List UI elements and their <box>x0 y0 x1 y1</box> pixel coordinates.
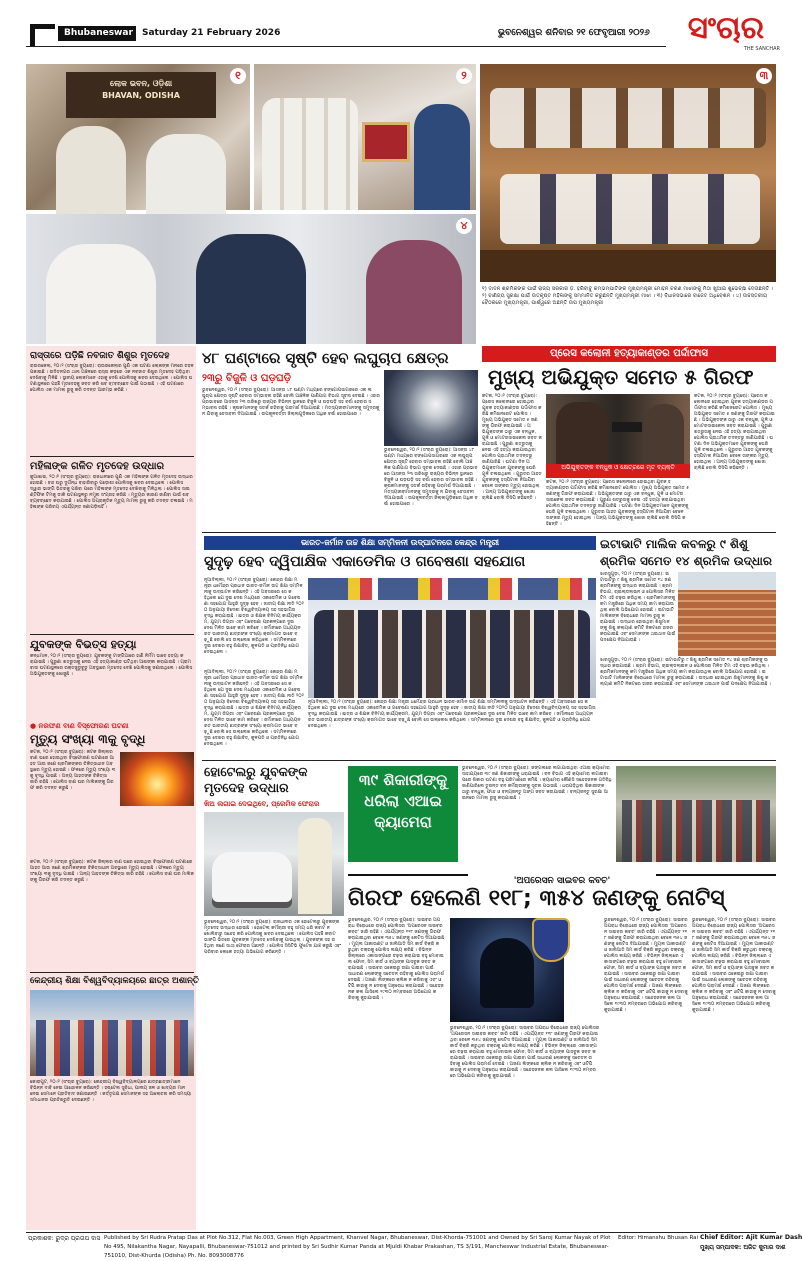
story5-body: କୋରାପୁଟ, ୨୦।୨ (ସଂଚାର ବ୍ୟୁରୋ): କେନ୍ଦ୍ରୀୟ ବିଶ୍ୱବିଦ୍ୟାଳୟରେ ଛାତ୍ରଛାତ୍ରୀମାନେ ବିଭିନ୍ନ ଦାବି ନେଇ ଆନ୍ଦୋଳନ କରିଛନ୍ତି । ହଷ୍ଟେଲ ସୁବିଧା, ପାନୀୟ ଜଳ ଓ ଖାଦ୍ୟର ମାନ ନେଇ ସେମାନେ ପ୍ରତିବାଦ ଜଣାଇଛନ୍ତି । କର୍ତ୍ତୃପକ୍ଷ ସେମାନଙ୍କ ସହ ଆଲୋଚନା କରି ସମସ୍ୟା ସମାଧାନର ପ୍ରତିଶ୍ରୁତି ଦେଇଛନ୍ତି । <box>30 1080 192 1103</box>
murder-body-right: କଟକ, ୨୦।୨ (ସଂଚାର ବ୍ୟୁରୋ): ପ୍ରେସ କଲୋନୀରେ ହୋଇଥିବା ଯୁବକ ହତ୍ୟାକାଣ୍ଡର ପର୍ଦ୍ଦାଫାସ କରିଛି କମିଶନରେଟ ପୋଲିସ । ମୁଖ୍ୟ ଅଭିଯୁକ୍ତ ସମେତ ୫ ଜଣଙ୍କୁ ଗିରଫ କରାଯାଇଛି । ଅଭିଯୁକ୍ତଙ୍କ ଠାରୁ ଏକ ବନ୍ଧୁକ, ଗୁଳି ଓ ମୋଟରସାଇକେଲ ଜବତ କରାଯାଇଛି । ପୁରୁଣା ଶତ୍ରୁତାକୁ ନେଇ ଏହି ହତ୍ୟା କରାଯାଇଥିବା ପୋଲିସ ପ୍ରାଥମିକ ତଦନ୍ତରୁ ଜାଣିପାରିଛି । ଘଟଣା ଦିନ ଅଭିଯୁକ୍ତମାନେ ଯୁବକଙ୍କୁ ଘେରି ଗୁଳି ଚଳାଇଥିଲେ । ଗୁରୁତର ଆହତ ଯୁବକଙ୍କୁ ହସ୍ପିଟାଲ ନିଆଯିବା ବେଳେ ତାଙ୍କର ମୃତ୍ୟୁ ହୋଇଥିଲା । ଅନ୍ୟ ଅଭିଯୁକ୍ତଙ୍କୁ ଖୋଜା ଚାଲିଛି ବୋଲି ଡିସିପି କହିଛନ୍ତି । <box>694 394 775 471</box>
photo-3-number: ୩ <box>756 68 772 84</box>
story2-headline: ମହିଳାଙ୍କ ଗଳିତ ମୃତଦେହ ଉଦ୍ଧାର <box>30 461 165 472</box>
masthead-sub: THE SANCHAR <box>743 46 780 52</box>
labour-photo-sky <box>678 572 776 590</box>
photo-4-number: ୪ <box>456 218 472 234</box>
cyclone-subhead: ୨୩ରୁ ବିଜୁଳି ଓ ଘଡ଼ଘଡ଼ି <box>202 373 292 384</box>
story5-photo-crowd <box>36 1020 188 1076</box>
education-photo <box>308 578 596 698</box>
photo-1 <box>26 64 250 210</box>
poachers-box-text: ୩୯ ଶିକାରୀଙ୍କୁ ଧରିଲା ଏଆଇ କ୍ୟାମେରା <box>358 771 448 831</box>
cyber-kicker-left-line <box>348 874 468 876</box>
hotel-photo-car <box>212 852 292 902</box>
murder-kicker: ପ୍ରେସ କଲୋନୀ ହତ୍ୟାକାଣ୍ଡର ପର୍ଦ୍ଦାଫାସ <box>550 348 708 359</box>
story4-kicker: ● ନରଫଣ ବାଣ ବିସ୍ଫୋରଣ ଘଟଣା <box>30 722 129 730</box>
labour-body: ଝାରସୁଗୁଡ଼ା, ୨୦।୨ (ସଂଚାର ବ୍ୟୁରୋ): ଇଟାଭାଟିରୁ ୯ ଶିଶୁ ଶ୍ରମିକ ସମେତ ୧୪ ଜଣ ଶ୍ରମିକଙ୍କୁ ଉଦ୍ଧାର କରାଯାଇଛି । ଶ୍ରମ ବିଭାଗ, ଚାଇଲ୍ଡଲାଇନ ଓ ପୋଲିସର ମିଳିତ ଟିମ ଏହି ଚଢ଼ଉ କରିଥିଲା । ଶ୍ରମିକମାନଙ୍କୁ କମ ମଜୁରିରେ ଅଧିକ ସମୟ କାମ କରାଯାଉଥିଲା ବୋଲି ଅଭିଯୋଗ ହୋଇଛି । ଇଟାଭାଟି ମାଲିକଙ୍କ ବିରୋଧରେ ମାମଲା ରୁଜୁ କରାଯାଇଛି । ଉଦ୍ଧାର ହୋଇଥିବା ଶିଶୁମାନଙ୍କୁ ଶିଶୁ କଲ୍ୟାଣ କମିଟି ନିକଟରେ ହାଜର କରାଯାଇଛି ଏବଂ ସେମାନଙ୍କ ଥଇଥାନ ପାଇଁ ପଦକ୍ଷେପ ନିଆଯାଉଛି । <box>600 658 771 687</box>
labour-body-left: ଝାରସୁଗୁଡ଼ା, ୨୦।୨ (ସଂଚାର ବ୍ୟୁରୋ): ଇଟାଭାଟିରୁ ୯ ଶିଶୁ ଶ୍ରମିକ ସମେତ ୧୪ ଜଣ ଶ୍ରମିକଙ୍କୁ ଉଦ୍ଧାର କରାଯାଇଛି । ଶ୍ରମ ବିଭାଗ, ଚାଇଲ୍ଡଲାଇନ ଓ ପୋଲିସର ମିଳିତ ଟିମ ଏହି ଚଢ଼ଉ କରିଥିଲା । ଶ୍ରମିକମାନଙ୍କୁ କମ ମଜୁରିରେ ଅଧିକ ସମୟ କାମ କରାଯାଉଥିଲା ବୋଲି ଅଭିଯୋଗ ହୋଇଛି । ଇଟାଭାଟି ମାଲିକଙ୍କ ବିରୋଧରେ ମାମଲା ରୁଜୁ କରାଯାଇଛି । ଉଦ୍ଧାର ହୋଇଥିବା ଶିଶୁମାନଙ୍କୁ ଶିଶୁ କଲ୍ୟାଣ କମିଟି ନିକଟରେ ହାଜର କରାଯାଇଛି ଏବଂ ସେମାନଙ୍କ ଥଇଥାନ ପାଇଁ ପଦକ୍ଷେପ ନିଆଯାଉଛି । <box>600 572 676 643</box>
photo-2-frame <box>362 122 410 162</box>
cyclone-satellite-photo <box>384 370 478 446</box>
murder-photo-caption-box <box>546 464 690 478</box>
footer-odia-editor: ମୁଖ୍ୟ ସମ୍ପାଦକ: ଅଜିତ କୁମାର ଦାଶ <box>700 1244 786 1251</box>
photo-2 <box>254 64 476 210</box>
story5-photo-protest <box>30 990 194 1076</box>
col1-rule-3 <box>30 972 194 973</box>
photo-2-number: ୨ <box>456 68 472 84</box>
hotel-photo-man <box>298 818 332 914</box>
photo-2-woman <box>414 104 470 210</box>
education-body-under-photo: ନୂଆଦିଲ୍ଲୀ, ୨୦।୨ (ସଂଚାର ବ୍ୟୁରୋ): କେନ୍ଦ୍ର ଶିକ୍ଷା ମନ୍ତ୍ରୀ ଧର୍ମେନ୍ଦ୍ର ପ୍ରଧାନ ଭାରତ-ଜର୍ମାନ ଉଚ୍ଚ ଶିକ୍ଷା ସମ୍ମିଳନୀକୁ ଉଦ୍‌ଘାଟନ କରିଛନ୍ତି । ଏହି ଅବସରରେ ସେ କହିଥିଲେ ଯେ ଦୁଇ ଦେଶ ମଧ୍ୟରେ ଏକାଡେମିକ ଓ ଗବେଷଣା ସହଯୋଗ ଆହୁରି ସୁଦୃଢ଼ ହେବ । ଜାତୀୟ ଶିକ୍ଷା ନୀତି ୨୦୨୦ ଅନୁଯାୟୀ ବିଦେଶୀ ବିଶ୍ୱବିଦ୍ୟାଳୟ ସହ ସହଭାଗିତା ବୃଦ୍ଧି କରାଯାଉଛି । ଛାତ୍ର ଓ ଶିକ୍ଷକ ବିନିମୟ କାର୍ଯ୍ୟକ୍ରମ, ଯୁଗ୍ମ ଡିଗ୍ରୀ ଏବଂ ଗବେଷଣା ପ୍ରକଳ୍ପରେ ଦୁଇ ଦେଶ ମିଳିତ ଭାବେ କାମ କରିବେ । ଜର୍ମାନୀରେ ଅଧ୍ୟୟନରତ ଭାରତୀୟ ଛାତ୍ରଙ୍କ ସଂଖ୍ୟା କ୍ରମାଗତ ଭାବେ ବଢ଼ୁଛି ବୋଲି ସେ ଉଲ୍ଲେଖ କରିଥିଲେ । ସମ୍ମିଳନୀରେ ଦୁଇ ଦେଶର ବହୁ ଶିକ୍ଷାବିତ୍, କୁଳପତି ଓ ପ୍ରତିନିଧି ଯୋଗ ଦେଇଥିଲେ । <box>308 700 596 729</box>
hotel-body: ଭୁବନେଶ୍ୱର, ୨୦।୨ (ସଂଚାର ବ୍ୟୁରୋ): ରାଜଧାନୀର ଏକ ହୋଟେଲରୁ ଯୁବକଙ୍କ ମୃତଦେହ ଉଦ୍ଧାର ହୋଇଛି । ହୋଟେଲ କର୍ମଚାରୀ ବହୁ ସମୟ ଧରି କବାଟ ନ ଖୋଲିବାରୁ ସନ୍ଦେହ କରି ପୋଲିସକୁ ଖବର ଦେଇଥିଲେ । ପୋଲିସ ପହଞ୍ଚି କବାଟ ଭାଙ୍ଗି ଭିତରେ ଯୁବକଙ୍କ ମୃତଦେହ ଦେଖିବାକୁ ପାଇଥିଲା । ଯୁବକଙ୍କ ସହ ରହିଥିବା ଜଣେ ସାଥୀ ଫେରାର ଅଛନ୍ତି । ପୋଲିସ ସିସିଟିଭି ଫୁଟେଜ ଯାଞ୍ଚ କରୁଛି ଏବଂ ପରିବାର ଲୋକେ ହତ୍ୟା ଅଭିଯୋଗ କରିଛନ୍ତି । <box>204 920 342 955</box>
education-body-bottom: ନୂଆଦିଲ୍ଲୀ, ୨୦।୨ (ସଂଚାର ବ୍ୟୁରୋ): କେନ୍ଦ୍ର ଶିକ୍ଷା ମନ୍ତ୍ରୀ ଧର୍ମେନ୍ଦ୍ର ପ୍ରଧାନ ଭାରତ-ଜର୍ମାନ ଉଚ୍ଚ ଶିକ୍ଷା ସମ୍ମିଳନୀକୁ ଉଦ୍‌ଘାଟନ କରିଛନ୍ତି । ଏହି ଅବସରରେ ସେ କହିଥିଲେ ଯେ ଦୁଇ ଦେଶ ମଧ୍ୟରେ ଏକାଡେମିକ ଓ ଗବେଷଣା ସହଯୋଗ ଆହୁରି ସୁଦୃଢ଼ ହେବ । ଜାତୀୟ ଶିକ୍ଷା ନୀତି ୨୦୨୦ ଅନୁଯାୟୀ ବିଦେଶୀ ବିଶ୍ୱବିଦ୍ୟାଳୟ ସହ ସହଭାଗିତା ବୃଦ୍ଧି କରାଯାଉଛି । ଛାତ୍ର ଓ ଶିକ୍ଷକ ବିନିମୟ କାର୍ଯ୍ୟକ୍ରମ, ଯୁଗ୍ମ ଡିଗ୍ରୀ ଏବଂ ଗବେଷଣା ପ୍ରକଳ୍ପରେ ଦୁଇ ଦେଶ ମିଳିତ ଭାବେ କାମ କରିବେ । ଜର୍ମାନୀରେ ଅଧ୍ୟୟନରତ ଭାରତୀୟ ଛାତ୍ରଙ୍କ ସଂଖ୍ୟା କ୍ରମାଗତ ଭାବେ ବଢ଼ୁଛି ବୋଲି ସେ ଉଲ୍ଲେଖ କରିଥିଲେ । ସମ୍ମିଳନୀରେ ଦୁଇ ଦେଶର ବହୁ ଶିକ୍ଷାବିତ୍, କୁଳପତି ଓ ପ୍ରତିନିଧି ଯୋଗ ଦେଇଥିଲେ । <box>204 670 304 747</box>
education-kicker-bar <box>204 536 596 550</box>
header-date: Saturday 21 February 2026 <box>142 28 281 38</box>
photo-1-number: ୧ <box>230 68 246 84</box>
education-photo-people <box>314 610 590 698</box>
masthead <box>672 10 780 54</box>
murder-photo-victim <box>644 404 684 466</box>
footer-odia-pub: ପ୍ରକାଶକ: ରୁଦ୍ର ପ୍ରତାପ ଦାସ <box>28 1235 101 1242</box>
police-emblem-icon <box>532 918 570 962</box>
photo-4-right-woman <box>366 240 462 344</box>
photo-2-group <box>262 98 358 210</box>
labour-headline-1: ଇଟାଭାଟି ମାଲିକ କବଳରୁ ୯ ଶିଶୁ <box>600 537 748 551</box>
story4-body: କଟକ, ୨୦।୨ (ସଂଚାର ବ୍ୟୁରୋ): କଟକ ଜିଲ୍ଲାର ବାଣ ଘରେ ହୋଇଥିବା ବିସ୍ଫୋରଣ ଘଟଣାରେ ଆହତ ଆଉ ଜଣେ ଶ୍ରମିକଙ୍କର ଚିକିତ୍ସାଧୀନ ଅବସ୍ଥାରେ ମୃତ୍ୟୁ ହୋଇଛି । ଫଳରେ ମୃତ୍ୟୁ ସଂଖ୍ୟା ୩କୁ ବୃଦ୍ଧି ପାଇଛି । ଅନ୍ୟ ଆହତଙ୍କ ଚିକିତ୍ସା ଜାରି ରହିଛି । ପୋଲିସ ବାଣ ଘର ମାଲିକଙ୍କୁ ଗିରଫ କରି ତଦନ୍ତ କରୁଛି । <box>30 750 116 791</box>
cyber-body-left: ଭୁବନେଶ୍ୱର, ୨୦।୨ (ସଂଚାର ବ୍ୟୁରୋ): ସାଇବର ଅପରାଧ ବିରୋଧରେ ରାଜ୍ୟ ପୋଲିସର 'ଅପରେସନ ସାଇବର କବଚ' ଜାରି ରହିଛି । ଏପର୍ଯ୍ୟନ୍ତ ୧୧୮ ଜଣଙ୍କୁ ଗିରଫ କରାଯାଇଥିବା ବେଳେ ୩୫୪ ଜଣଙ୍କୁ ନୋଟିସ ଦିଆଯାଇଛି । ମ୍ୟୁଲ ଆକାଉଣ୍ଟ ଓ ଜାଲିଆତି ସିମ କାର୍ଡ ବିକ୍ରି କରୁଥିବା ଚକ୍ରକୁ ପୋଲିସ ଲକ୍ଷ୍ୟ କରିଛି । ବିଭିନ୍ନ ଜିଲ୍ଲାରେ ଏକାସାଙ୍ଗରେ ଚଢ଼ଉ କରାଯାଇ ବହୁ ମୋବାଇଲ ଫୋନ, ସିମ କାର୍ଡ ଓ ବ୍ୟାଙ୍କ ପାସବୁକ ଜବତ କରାଯାଇଛି । ସାଇବର ଠକେଇରୁ ରକ୍ଷା ପାଇବା ପାଇଁ ସାଧାରଣ ଲୋକଙ୍କୁ ସଚେତନ ରହିବାକୁ ପୋଲିସ ପରାମର୍ଶ ଦେଇଛି । ଅଜଣା ଲିଙ୍କରେ କ୍ଲିକ ନ କରିବାକୁ ଏବଂ ଓଟିପି କାହାକୁ ନ ଦେବାକୁ ଅନୁରୋଧ କରାଯାଇଛି । ସନ୍ଦେହଜନକ କଲ ଆସିଲେ ୧୯୩୦ ନମ୍ବରରେ ଅଭିଯୋଗ କରିବାକୁ କୁହାଯାଇଛି । <box>348 918 445 1001</box>
hotel-headline: ହୋଟେଲରୁ ଯୁବକଙ୍କ ମୃତଦେହ ଉଦ୍ଧାର <box>204 764 308 795</box>
cyber-body-right: ଭୁବନେଶ୍ୱର, ୨୦।୨ (ସଂଚାର ବ୍ୟୁରୋ): ସାଇବର ଅପରାଧ ବିରୋଧରେ ରାଜ୍ୟ ପୋଲିସର 'ଅପରେସନ ସାଇବର କବଚ' ଜାରି ରହିଛି । ଏପର୍ଯ୍ୟନ୍ତ ୧୧୮ ଜଣଙ୍କୁ ଗିରଫ କରାଯାଇଥିବା ବେଳେ ୩୫୪ ଜଣଙ୍କୁ ନୋଟିସ ଦିଆଯାଇଛି । ମ୍ୟୁଲ ଆକାଉଣ୍ଟ ଓ ଜାଲିଆତି ସିମ କାର୍ଡ ବିକ୍ରି କରୁଥିବା ଚକ୍ରକୁ ପୋଲିସ ଲକ୍ଷ୍ୟ କରିଛି । ବିଭିନ୍ନ ଜିଲ୍ଲାରେ ଏକାସାଙ୍ଗରେ ଚଢ଼ଉ କରାଯାଇ ବହୁ ମୋବାଇଲ ଫୋନ, ସିମ କାର୍ଡ ଓ ବ୍ୟାଙ୍କ ପାସବୁକ ଜବତ କରାଯାଇଛି । ସାଇବର ଠକେଇରୁ ରକ୍ଷା ପାଇବା ପାଇଁ ସାଧାରଣ ଲୋକଙ୍କୁ ସଚେତନ ରହିବାକୁ ପୋଲିସ ପରାମର୍ଶ ଦେଇଛି । ଅଜଣା ଲିଙ୍କରେ କ୍ଲିକ ନ କରିବାକୁ ଏବଂ ଓଟିପି କାହାକୁ ନ ଦେବାକୁ ଅନୁରୋଧ କରାଯାଇଛି । ସନ୍ଦେହଜନକ କଲ ଆସିଲେ ୧୯୩୦ ନମ୍ବରରେ ଅଭିଯୋଗ କରିବାକୁ କୁହାଯାଇଛି । <box>604 918 688 1013</box>
photo-4-left-man <box>46 244 156 344</box>
photo-3 <box>480 64 776 282</box>
masthead-title: ସଂଚାର <box>687 10 765 46</box>
cyber-kicker-right-line <box>656 874 776 876</box>
education-headline: ସୁଦୃଢ଼ ହେବ ଦ୍ୱିପାକ୍ଷିକ ଏକାଡେମିକ ଓ ଗବେଷଣା ସହଯୋଗ <box>204 554 526 570</box>
story1-headline: ରାସ୍ତାରେ ପଡ଼ିଛି ନବଜାତ ଶିଶୁର ମୃତଦେହ <box>30 351 170 361</box>
story2-body: କୁଆଖାଇ, ୨୦।୨ (ସଂଚାର ବ୍ୟୁରୋ): ରାଜଧାନୀରେ ପୁଣି ଏକ ମହିଳାଙ୍କ ଗଳିତ ମୃତଦେହ ଉଦ୍ଧାର ହୋଇଛି । ବନ୍ଦ ଘରୁ ଦୁର୍ଗନ୍ଧ ବାହାରିବାରୁ ପଡ଼ୋଶୀ ପୋଲିସକୁ ଖବର ଦେଇଥିଲେ । ପୋଲିସ ଦ୍ୱାର ଭାଙ୍ଗି ଭିତରକୁ ପଶିବା ପରେ ମହିଳାଙ୍କ ମୃତଦେହ ଦେଖିବାକୁ ମିଳିଥିଲା । ପୋଲିସ ସାଇଣ୍ଟିଫିକ ଟିମକୁ ଡାକି ଘଟଣାସ୍ଥଳରୁ ନମୁନା ସଂଗ୍ରହ କରିଛି । ମୃତ୍ୟୁର କାରଣ ଜାଣିବା ପାଇଁ ଶବ ବ୍ୟବଚ୍ଛେଦ କରାଯାଇଛି । ପୋଲିସ ଅପ୍ରାକୃତିକ ମୃତ୍ୟୁ ମାମଲା ରୁଜୁ କରି ତଦନ୍ତ ଚଳାଇଛି । ମହିଳାଙ୍କ ପରିଚୟ ଏପର୍ଯ୍ୟନ୍ତ ଜଣାପଡ଼ିନାହିଁ । <box>30 475 193 510</box>
cyber-kicker: 'ଅପରେସନ ସାଇବର କବଚ' <box>508 876 617 886</box>
photo-1-banner-text: ଲୋକ ଭବନ, ଓଡ଼ିଶା <box>109 79 173 88</box>
murder-body-left: କଟକ, ୨୦।୨ (ସଂଚାର ବ୍ୟୁରୋ): ପ୍ରେସ କଲୋନୀରେ ହୋଇଥିବା ଯୁବକ ହତ୍ୟାକାଣ୍ଡର ପର୍ଦ୍ଦାଫାସ କରିଛି କମିଶନରେଟ ପୋଲିସ । ମୁଖ୍ୟ ଅଭିଯୁକ୍ତ ସମେତ ୫ ଜଣଙ୍କୁ ଗିରଫ କରାଯାଇଛି । ଅଭିଯୁକ୍ତଙ୍କ ଠାରୁ ଏକ ବନ୍ଧୁକ, ଗୁଳି ଓ ମୋଟରସାଇକେଲ ଜବତ କରାଯାଇଛି । ପୁରୁଣା ଶତ୍ରୁତାକୁ ନେଇ ଏହି ହତ୍ୟା କରାଯାଇଥିବା ପୋଲିସ ପ୍ରାଥମିକ ତଦନ୍ତରୁ ଜାଣିପାରିଛି । ଘଟଣା ଦିନ ଅଭିଯୁକ୍ତମାନେ ଯୁବକଙ୍କୁ ଘେରି ଗୁଳି ଚଳାଇଥିଲେ । ଗୁରୁତର ଆହତ ଯୁବକଙ୍କୁ ହସ୍ପିଟାଲ ନିଆଯିବା ବେଳେ ତାଙ୍କର ମୃତ୍ୟୁ ହୋଇଥିଲା । ଅନ୍ୟ ଅଭିଯୁକ୍ତଙ୍କୁ ଖୋଜା ଚାଲିଛି ବୋଲି ଡିସିପି କହିଛନ୍ତି । <box>482 394 542 501</box>
murder-body-under: କଟକ, ୨୦।୨ (ସଂଚାର ବ୍ୟୁରୋ): ପ୍ରେସ କଲୋନୀରେ ହୋଇଥିବା ଯୁବକ ହତ୍ୟାକାଣ୍ଡର ପର୍ଦ୍ଦାଫାସ କରିଛି କମିଶନରେଟ ପୋଲିସ । ମୁଖ୍ୟ ଅଭିଯୁକ୍ତ ସମେତ ୫ ଜଣଙ୍କୁ ଗିରଫ କରାଯାଇଛି । ଅଭିଯୁକ୍ତଙ୍କ ଠାରୁ ଏକ ବନ୍ଧୁକ, ଗୁଳି ଓ ମୋଟରସାଇକେଲ ଜବତ କରାଯାଇଛି । ପୁରୁଣା ଶତ୍ରୁତାକୁ ନେଇ ଏହି ହତ୍ୟା କରାଯାଇଥିବା ପୋଲିସ ପ୍ରାଥମିକ ତଦନ୍ତରୁ ଜାଣିପାରିଛି । ଘଟଣା ଦିନ ଅଭିଯୁକ୍ତମାନେ ଯୁବକଙ୍କୁ ଘେରି ଗୁଳି ଚଳାଇଥିଲେ । ଗୁରୁତର ଆହତ ଯୁବକଙ୍କୁ ହସ୍ପିଟାଲ ନିଆଯିବା ବେଳେ ତାଙ୍କର ମୃତ୍ୟୁ ହୋଇଥିଲା । ଅନ୍ୟ ଅଭିଯୁକ୍ତଙ୍କୁ ଖୋଜା ଚାଲିଛି ବୋଲି ଡିସିପି କହିଛନ୍ତି । <box>546 480 690 527</box>
labour-headline-2: ଶ୍ରମିକ ସମେତ ୧୪ ଶ୍ରମିକ ଉଦ୍ଧାର <box>600 554 772 568</box>
murder-photo <box>546 394 690 478</box>
poachers-photo-group <box>622 800 770 862</box>
labour-photo-bricks <box>678 572 776 656</box>
footer-chief-editor: Chief Editor: Ajit Kumar Dash <box>700 1234 802 1241</box>
page-corner-mark <box>30 24 55 47</box>
hotel-photo <box>204 812 344 916</box>
cyber-photo-hood <box>480 938 534 1008</box>
header-odia-dateline: ଭୁବନେଶ୍ୱର ଶନିବାର ୨୧ ଫେବୃଆରୀ ୨୦୨୬ <box>498 28 650 38</box>
photo-1-banner <box>66 72 216 118</box>
hotel-subhead: ଖିଅ ଲଗାଇ ଦେଇଥିବେ, ପ୍ରେମିକ ଫେରାର <box>204 800 320 808</box>
header-city: Bhubaneswar <box>58 26 136 41</box>
cyclone-headline: ୪୮ ଘଣ୍ଟାରେ ସୃଷ୍ଟି ହେବ ଲଘୁଚାପ କ୍ଷେତ୍ର <box>202 349 449 367</box>
col1-rule-2 <box>30 634 194 635</box>
murder-kicker-bar <box>482 346 776 362</box>
murder-photo-gun <box>612 422 642 432</box>
cyber-kicker-wrap <box>348 868 776 886</box>
photo-1-banner-text2: BHAVAN, ODISHA <box>102 91 180 100</box>
poachers-box <box>348 766 458 862</box>
footer-editor: Editor: Himanshu Bhusan Rai <box>618 1235 699 1241</box>
education-photo-banner <box>308 578 596 600</box>
cyber-headline: ଗିରଫ ହେଲେଣି ୧୧୮; ୩୫୪ ଜଣଙ୍କୁ ନୋଟିସ୍ <box>348 886 725 911</box>
story5-headline: କେନ୍ଦ୍ରୀୟ ଶିକ୍ଷା ବିଶ୍ୱବିଦ୍ୟାଳୟରେ ଛାତ୍ର ଅଶାନ୍ତି <box>30 976 199 986</box>
murder-photo-accused <box>556 402 608 466</box>
poachers-body: ଭୁବନେଶ୍ୱର, ୨୦।୨ (ସଂଚାର ବ୍ୟୁରୋ): ଜଙ୍ଗଲରେ ଲଗାଯାଇଥିବା ଏଆଇ କ୍ୟାମେରା ସାହାଯ୍ୟରେ ୩୯ ଜଣ ଶିକାରୀଙ୍କୁ ଧରାଯାଇଛି । ବନ ବିଭାଗ ଏହି କ୍ୟାମେରା ଲଗାଇବା ପରେ ଶିକାର ଘଟଣା ବହୁ ପରିମାଣରେ କମିଛି । କ୍ୟାମେରା କୌଣସି ସନ୍ଦେହଜନକ ଗତିବିଧି ଜାଣିପାରିଲେ ତୁରନ୍ତ ବନ କର୍ମଚାରୀଙ୍କୁ ସୂଚନା ପଠାଉଛି । ଧରାପଡ଼ିଥିବା ଶିକାରୀଙ୍କ ଠାରୁ ବନ୍ଧୁକ, ଫାନ୍ଦ ଓ ବନ୍ୟଜନ୍ତୁ ଅଙ୍ଗ ଜବତ କରାଯାଇଛି । ବନ୍ୟଜନ୍ତୁ ସୁରକ୍ଷା ଆଇନରେ ମାମଲା ରୁଜୁ କରାଯାଇଛି । <box>462 766 612 801</box>
photo-4-center-man <box>196 234 306 344</box>
cyclone-body: ଭୁବନେଶ୍ୱର, ୨୦।୨ (ସଂଚାର ବ୍ୟୁରୋ): ଆସନ୍ତା ୪୮ ଘଣ୍ଟା ମଧ୍ୟରେ ବଙ୍ଗୋପସାଗରରେ ଏକ ଲଘୁଚାପ କ୍ଷେତ୍ର ସୃଷ୍ଟି ହେବାର ସମ୍ଭାବନା ରହିଛି ବୋଲି ଆଞ୍ଚଳିକ ପାଣିପାଗ ବିଭାଗ ସୂଚନା ଦେଇଛି । ଏହାର ପ୍ରଭାବରେ ଆସନ୍ତା ୨୩ ତାରିଖରୁ ରାଜ୍ୟର ବିଭିନ୍ନ ସ୍ଥାନରେ ବିଜୁଳି ଓ ଘଡ଼ଘଡ଼ି ସହ ବର୍ଷା ହେବାର ସମ୍ଭାବନା ରହିଛି । କୃଷକମାନଙ୍କୁ ସତର୍କ ରହିବାକୁ ପରାମର୍ଶ ଦିଆଯାଇଛି । ମତ୍ସ୍ୟଜୀବୀମାନଙ୍କୁ ସମୁଦ୍ରକୁ ନ ଯିବାକୁ ଚେତାବନୀ ଦିଆଯାଇଛି । ଉପକୂଳବର୍ତ୍ତୀ ଜିଲ୍ଲାଗୁଡ଼ିକରେ ଅଧିକ ବର୍ଷା ହୋଇପାରେ । <box>202 388 380 417</box>
education-top-rule <box>202 532 776 533</box>
top-photos-caption: ୧) ଦାଦନ ଶ୍ରମିକଙ୍କ ପାଇଁ ରାଜ୍ୟ ସରକାର ଡ଼. ହରିବାବୁ କମ୍ଭମ୍ପାତିଙ୍କ ମୁଖ୍ୟମନ୍ତ୍ରୀ ମୋହନ ଚରଣ ମାଝୀଙ୍କୁ ମିଠା ଖୁଆଇ ଶୁଭେଚ୍ଛା ଦେଉଛନ୍ତି । ୨) ବାଣିଜ୍ୟ ସୁରକ୍ଷା ପାଇଁ ଉତ୍କୃଷ୍ଟ ମହିଳାଙ୍କୁ ସମ୍ମାନିତ କରୁଛନ୍ତି ମୁଖ୍ୟମନ୍ତ୍ରୀ ମାଝୀ । ୩) ବିଧାନସଭାରେ ବାଜେଟ ଅଧିବେଶନ । ୪) ଉଚ୍ଚସ୍ତରୀୟ ବୈଠକରେ ମୁଖ୍ୟମନ୍ତ୍ରୀ, ପାର୍ଶ୍ୱରେ ଅଛନ୍ତି ଉପ ମୁଖ୍ୟମନ୍ତ୍ରୀ <box>482 286 774 306</box>
photo-3-members-row2 <box>500 174 760 244</box>
hotel-top-rule <box>202 760 776 761</box>
story4-photo-fire <box>120 752 194 806</box>
story4-headline: ମୃତ୍ୟୁ ସଂଖ୍ୟା ୩କୁ ବୃଦ୍ଧି <box>30 732 146 746</box>
photo-3-members-row1 <box>490 88 766 148</box>
story4-body-cont: କଟକ, ୨୦।୨ (ସଂଚାର ବ୍ୟୁରୋ): କଟକ ଜିଲ୍ଲାର ବାଣ ଘରେ ହୋଇଥିବା ବିସ୍ଫୋରଣ ଘଟଣାରେ ଆହତ ଆଉ ଜଣେ ଶ୍ରମିକଙ୍କର ଚିକିତ୍ସାଧୀନ ଅବସ୍ଥାରେ ମୃତ୍ୟୁ ହୋଇଛି । ଫଳରେ ମୃତ୍ୟୁ ସଂଖ୍ୟା ୩କୁ ବୃଦ୍ଧି ପାଇଛି । ଅନ୍ୟ ଆହତଙ୍କ ଚିକିତ୍ସା ଜାରି ରହିଛି । ପୋଲିସ ବାଣ ଘର ମାଲିକଙ୍କୁ ଗିରଫ କରି ତଦନ୍ତ କରୁଛି । <box>30 860 194 883</box>
header-bar <box>0 0 800 60</box>
header-rule <box>26 46 666 47</box>
story3-body: କନ୍ଧମାଳ, ୨୦।୨ (ସଂଚାର ବ୍ୟୁରୋ): ଯୁବକଙ୍କୁ ଟାଙ୍ଗିଆରେ ହାଣି ନିର୍ମମ ଭାବେ ହତ୍ୟା କରାଯାଇଛି । ପୁରୁଣା ଶତ୍ରୁତାକୁ ନେଇ ଏହି ହତ୍ୟାକାଣ୍ଡ ଘଟିଥିବା ଆଶଙ୍କା କରାଯାଉଛି । ଗ୍ରାମବାସୀ ଘଟଣାସ୍ଥଳରେ ରକ୍ତଜୁଡୁବୁଡୁ ଅବସ୍ଥାରେ ମୃତଦେହ ଦେଖି ପୋଲିସକୁ ଜଣାଇଥିଲେ । ପୋଲିସ ଅଭିଯୁକ୍ତଙ୍କୁ ଖୋଜୁଛି । <box>30 654 193 677</box>
story3-headline: ଯୁବକଙ୍କ ବିଭତ୍ସ ହତ୍ୟା <box>30 638 137 651</box>
footer-publisher: Published by Sri Rudra Pratap Das at Plot No.312, Flat No.003, Green High Appartment, Khanvel Nagar, Bhubaneswar, Dist-Khorda-751001 and Owned by Sri Saroj Kumar Nayak of Plot No 495, Nilakantha Nagar, Nayapalli, Bhubaneswar-751012 and printed by Sri Sudhir Kumar Panda at Mjuldi Khabar Prakashan, TS 3/191, Mancheswar Industrial Estate, Bhubaneswar-751010, Dist-Khurda (Odisha) Ph. No. 8093008776 <box>104 1235 611 1259</box>
footer-rule <box>26 1232 776 1233</box>
murder-photo-caption: ଅଭିଯୁକ୍ତଙ୍କ ବନ୍ଧୁକ ଓ କ୍ଷେତ୍ରରେ ମୃତ ବ୍ୟକ୍ତି <box>561 464 675 471</box>
education-body-left: ନୂଆଦିଲ୍ଲୀ, ୨୦।୨ (ସଂଚାର ବ୍ୟୁରୋ): କେନ୍ଦ୍ର ଶିକ୍ଷା ମନ୍ତ୍ରୀ ଧର୍ମେନ୍ଦ୍ର ପ୍ରଧାନ ଭାରତ-ଜର୍ମାନ ଉଚ୍ଚ ଶିକ୍ଷା ସମ୍ମିଳନୀକୁ ଉଦ୍‌ଘାଟନ କରିଛନ୍ତି । ଏହି ଅବସରରେ ସେ କହିଥିଲେ ଯେ ଦୁଇ ଦେଶ ମଧ୍ୟରେ ଏକାଡେମିକ ଓ ଗବେଷଣା ସହଯୋଗ ଆହୁରି ସୁଦୃଢ଼ ହେବ । ଜାତୀୟ ଶିକ୍ଷା ନୀତି ୨୦୨୦ ଅନୁଯାୟୀ ବିଦେଶୀ ବିଶ୍ୱବିଦ୍ୟାଳୟ ସହ ସହଭାଗିତା ବୃଦ୍ଧି କରାଯାଉଛି । ଛାତ୍ର ଓ ଶିକ୍ଷକ ବିନିମୟ କାର୍ଯ୍ୟକ୍ରମ, ଯୁଗ୍ମ ଡିଗ୍ରୀ ଏବଂ ଗବେଷଣା ପ୍ରକଳ୍ପରେ ଦୁଇ ଦେଶ ମିଳିତ ଭାବେ କାମ କରିବେ । ଜର୍ମାନୀରେ ଅଧ୍ୟୟନରତ ଭାରତୀୟ ଛାତ୍ରଙ୍କ ସଂଖ୍ୟା କ୍ରମାଗତ ଭାବେ ବଢ଼ୁଛି ବୋଲି ସେ ଉଲ୍ଲେଖ କରିଥିଲେ । ସମ୍ମିଳନୀରେ ଦୁଇ ଦେଶର ବହୁ ଶିକ୍ଷାବିତ୍, କୁଳପତି ଓ ପ୍ରତିନିଧି ଯୋଗ ଦେଇଥିଲେ । <box>204 578 304 655</box>
education-kicker: ଭାରତ-ଜର୍ମାନ ଉଚ୍ଚ ଶିକ୍ଷା ସମ୍ମିଳନୀ ଉଦ୍‌ଘାଟନରେ କେନ୍ଦ୍ର ମନ୍ତ୍ରୀ <box>300 538 500 547</box>
cyber-body-mid: ଭୁବନେଶ୍ୱର, ୨୦।୨ (ସଂଚାର ବ୍ୟୁରୋ): ସାଇବର ଅପରାଧ ବିରୋଧରେ ରାଜ୍ୟ ପୋଲିସର 'ଅପରେସନ ସାଇବର କବଚ' ଜାରି ରହିଛି । ଏପର୍ଯ୍ୟନ୍ତ ୧୧୮ ଜଣଙ୍କୁ ଗିରଫ କରାଯାଇଥିବା ବେଳେ ୩୫୪ ଜଣଙ୍କୁ ନୋଟିସ ଦିଆଯାଇଛି । ମ୍ୟୁଲ ଆକାଉଣ୍ଟ ଓ ଜାଲିଆତି ସିମ କାର୍ଡ ବିକ୍ରି କରୁଥିବା ଚକ୍ରକୁ ପୋଲିସ ଲକ୍ଷ୍ୟ କରିଛି । ବିଭିନ୍ନ ଜିଲ୍ଲାରେ ଏକାସାଙ୍ଗରେ ଚଢ଼ଉ କରାଯାଇ ବହୁ ମୋବାଇଲ ଫୋନ, ସିମ କାର୍ଡ ଓ ବ୍ୟାଙ୍କ ପାସବୁକ ଜବତ କରାଯାଇଛି । ସାଇବର ଠକେଇରୁ ରକ୍ଷା ପାଇବା ପାଇଁ ସାଧାରଣ ଲୋକଙ୍କୁ ସଚେତନ ରହିବାକୁ ପୋଲିସ ପରାମର୍ଶ ଦେଇଛି । ଅଜଣା ଲିଙ୍କରେ କ୍ଲିକ ନ କରିବାକୁ ଏବଂ ଓଟିପି କାହାକୁ ନ ଦେବାକୁ ଅନୁରୋଧ କରାଯାଇଛି । ସନ୍ଦେହଜନକ କଲ ଆସିଲେ ୧୯୩୦ ନମ୍ବରରେ ଅଭିଯୋଗ କରିବାକୁ କୁହାଯାଇଛି । <box>450 1026 600 1079</box>
story1-body: ରାଉରକେଲା, ୨୦।୨ (ସଂଚାର ବ୍ୟୁରୋ): ରାଉରକେଲାର ପୁଣି ଏକ ଘଟଣା ଲୋକଙ୍କ ମନରେ ଚହଳ ପକାଇଛି । ଉଦିତନଗର ଥାନା ଅଞ୍ଚଳରେ ରାସ୍ତା କଡ଼ରେ ଏକ ନବଜାତ ଶିଶୁର ମୃତଦେହ ପଡ଼ିଥିବା ଦେଖିବାକୁ ମିଳିଛି । ସ୍ଥାନୀୟ ଲୋକମାନେ ଏହାକୁ ଦେଖି ପୋଲିସକୁ ଖବର ଦେଇଥିଲେ । ପୋଲିସ ଘଟଣାସ୍ଥଳରେ ପହଞ୍ଚି ମୃତଦେହକୁ ଜବତ କରି ଶବ ବ୍୯ବଚ୍ଛେଦ ପାଇଁ ପଠାଇଛି । ଏହି ଘଟଣାରେ ପୋଲିସ ଏକ ମାମଲା ରୁଜୁ କରି ତଦନ୍ତ ଆରମ୍ଭ କରିଛି । <box>30 364 194 393</box>
photo-3-desk <box>480 250 776 282</box>
photo-4 <box>26 214 476 344</box>
cyber-body-far: ଭୁବନେଶ୍ୱର, ୨୦।୨ (ସଂଚାର ବ୍ୟୁରୋ): ସାଇବର ଅପରାଧ ବିରୋଧରେ ରାଜ୍ୟ ପୋଲିସର 'ଅପରେସନ ସାଇବର କବଚ' ଜାରି ରହିଛି । ଏପର୍ଯ୍ୟନ୍ତ ୧୧୮ ଜଣଙ୍କୁ ଗିରଫ କରାଯାଇଥିବା ବେଳେ ୩୫୪ ଜଣଙ୍କୁ ନୋଟିସ ଦିଆଯାଇଛି । ମ୍ୟୁଲ ଆକାଉଣ୍ଟ ଓ ଜାଲିଆତି ସିମ କାର୍ଡ ବିକ୍ରି କରୁଥିବା ଚକ୍ରକୁ ପୋଲିସ ଲକ୍ଷ୍ୟ କରିଛି । ବିଭିନ୍ନ ଜିଲ୍ଲାରେ ଏକାସାଙ୍ଗରେ ଚଢ଼ଉ କରାଯାଇ ବହୁ ମୋବାଇଲ ଫୋନ, ସିମ କାର୍ଡ ଓ ବ୍ୟାଙ୍କ ପାସବୁକ ଜବତ କରାଯାଇଛି । ସାଇବର ଠକେଇରୁ ରକ୍ଷା ପାଇବା ପାଇଁ ସାଧାରଣ ଲୋକଙ୍କୁ ସଚେତନ ରହିବାକୁ ପୋଲିସ ପରାମର୍ଶ ଦେଇଛି । ଅଜଣା ଲିଙ୍କରେ କ୍ଲିକ ନ କରିବାକୁ ଏବଂ ଓଟିପି କାହାକୁ ନ ଦେବାକୁ ଅନୁରୋଧ କରାଯାଇଛି । ସନ୍ଦେହଜନକ କଲ ଆସିଲେ ୧୯୩୦ ନମ୍ବରରେ ଅଭିଯୋଗ କରିବାକୁ କୁହାଯାଇଛି । <box>692 918 776 1013</box>
col1-rule-1 <box>30 456 194 457</box>
cyclone-body-wide: ଭୁବନେଶ୍ୱର, ୨୦।୨ (ସଂଚାର ବ୍ୟୁରୋ): ଆସନ୍ତା ୪୮ ଘଣ୍ଟା ମଧ୍ୟରେ ବଙ୍ଗୋପସାଗରରେ ଏକ ଲଘୁଚାପ କ୍ଷେତ୍ର ସୃଷ୍ଟି ହେବାର ସମ୍ଭାବନା ରହିଛି ବୋଲି ଆଞ୍ଚଳିକ ପାଣିପାଗ ବିଭାଗ ସୂଚନା ଦେଇଛି । ଏହାର ପ୍ରଭାବରେ ଆସନ୍ତା ୨୩ ତାରିଖରୁ ରାଜ୍ୟର ବିଭିନ୍ନ ସ୍ଥାନରେ ବିଜୁଳି ଓ ଘଡ଼ଘଡ଼ି ସହ ବର୍ଷା ହେବାର ସମ୍ଭାବନା ରହିଛି । କୃଷକମାନଙ୍କୁ ସତର୍କ ରହିବାକୁ ପରାମର୍ଶ ଦିଆଯାଇଛି । ମତ୍ସ୍ୟଜୀବୀମାନଙ୍କୁ ସମୁଦ୍ରକୁ ନ ଯିବାକୁ ଚେତାବନୀ ଦିଆଯାଇଛି । ଉପକୂଳବର୍ତ୍ତୀ ଜିଲ୍ଲାଗୁଡ଼ିକରେ ଅଧିକ ବର୍ଷା ହୋଇପାରେ । <box>384 448 478 507</box>
poachers-photo <box>616 766 776 862</box>
photo-1-person-right <box>146 134 226 214</box>
photo-1-person-left <box>56 126 126 216</box>
murder-headline: ମୁଖ୍ୟ ଅଭିଯୁକ୍ତ ସମେତ ୫ ଗିରଫ <box>488 365 754 389</box>
